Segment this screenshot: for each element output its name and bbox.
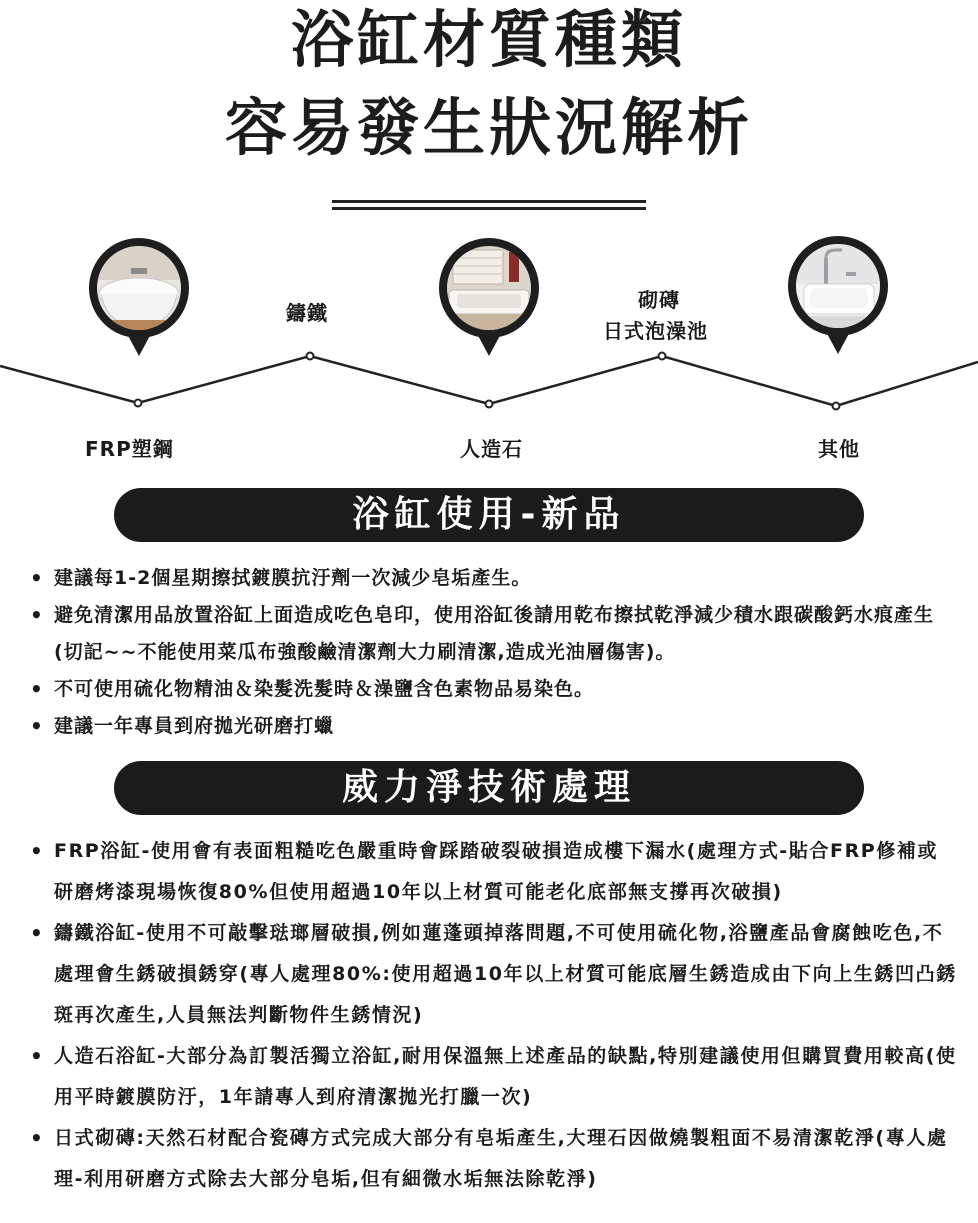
title-line-2: 容易發生狀況解析 — [224, 91, 753, 164]
timeline-node — [307, 353, 314, 360]
list-item: • 鑄鐵浴缸-使用不可敲擊琺瑯層破損,例如蓮蓬頭掉落問題,不可使用硫化物,浴鹽產品會腐蝕吃色,不處理會生銹破損銹穿(專人處理80%:使用超過10年以上材質可能底層生銹造成由下向上生銹凹凸銹斑再次產生,人員無法判斷物件生銹情況) — [28, 913, 958, 1036]
bullet-dot-icon: • — [30, 1126, 45, 1150]
artificial-stone-bathtub-photo — [447, 246, 531, 330]
frp-bathtub-photo — [97, 246, 181, 330]
list-item: • 不可使用硫化物精油＆染髮洗髮時＆澡鹽含色素物品易染色。 — [28, 671, 958, 708]
bullet-dot-icon: • — [30, 1044, 45, 1068]
bullet-dot-icon: • — [30, 603, 44, 627]
timeline-node — [486, 401, 493, 408]
tech-treatment-list — [28, 831, 958, 1200]
map-pin-icon — [788, 236, 888, 356]
bullet-dot-icon: • — [30, 921, 45, 945]
other-bathtub-photo — [796, 244, 880, 328]
timeline-node — [135, 400, 142, 407]
title-line-1: 浴缸材質種類 — [290, 3, 687, 76]
title-divider — [332, 207, 646, 210]
material-label-artificial-stone: 人造石 — [460, 437, 523, 461]
map-pin-icon — [439, 238, 539, 358]
list-item: • 日式砌磚:天然石材配合瓷磚方式完成大部分有皂垢產生,大理石因做燒製粗面不易清潔乾淨(專人處理-利用研磨方式除去大部分皂垢,但有細微水垢無法除乾淨) — [28, 1118, 958, 1200]
new-usage-list — [28, 560, 958, 745]
material-label-other: 其他 — [818, 437, 860, 461]
list-item: • 避免清潔用品放置浴缸上面造成吃色皂印，使用浴缸後請用乾布擦拭乾淨減少積水跟碳酸鈣水痕產生(切記~~不能使用菜瓜布強酸鹼清潔劑大力刷清潔,造成光油層傷害)。 — [28, 597, 958, 671]
material-label-tile: 砌磚 — [638, 288, 680, 312]
timeline-node — [659, 353, 666, 360]
title-divider — [332, 200, 646, 203]
section-heading-tech: 威力淨技術處理 — [114, 761, 864, 815]
map-pin-icon — [89, 238, 189, 358]
material-label-tile-sub: 日式泡澡池 — [603, 319, 708, 343]
bullet-dot-icon: • — [30, 839, 45, 863]
bullet-dot-icon: • — [30, 677, 44, 701]
material-label-cast-iron: 鑄鐵 — [286, 301, 328, 325]
bullet-dot-icon: • — [30, 566, 44, 590]
list-item: • 建議每1-2個星期擦拭鍍膜抗汙劑一次減少皂垢產生。 — [28, 560, 958, 597]
list-item: • FRP浴缸-使用會有表面粗糙吃色嚴重時會踩踏破裂破損造成樓下漏水(處理方式-貼合FRP修補或研磨烤漆現場恢復80%但使用超過10年以上材質可能老化底部無支撐再次破損) — [28, 831, 958, 913]
bullet-dot-icon: • — [30, 714, 44, 738]
material-label-frp: FRP塑鋼 — [85, 437, 174, 461]
section-heading-new: 浴缸使用-新品 — [114, 488, 864, 542]
timeline-node — [833, 403, 840, 410]
list-item: • 建議一年專員到府拋光研磨打蠟 — [28, 708, 958, 745]
list-item: • 人造石浴缸-大部分為訂製活獨立浴缸,耐用保溫無上述產品的缺點,特別建議使用但購買費用較高(使用平時鍍膜防汙，1年請專人到府清潔拋光打臘一次) — [28, 1036, 958, 1118]
